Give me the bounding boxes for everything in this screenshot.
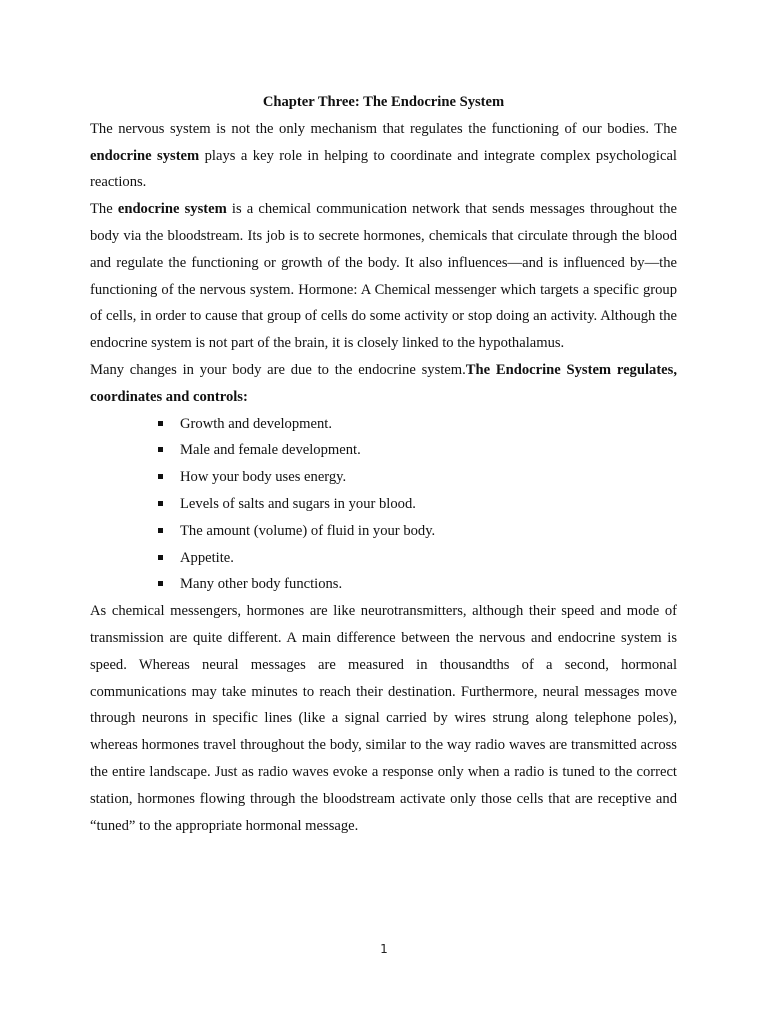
list-item-text: Growth and development. bbox=[180, 415, 332, 432]
square-bullet-icon bbox=[158, 447, 163, 452]
list-item-text: How your body uses energy. bbox=[180, 469, 347, 486]
list-item-text: Levels of salts and sugars in your blood. bbox=[180, 495, 416, 512]
paragraph-definition-text-start: The bbox=[90, 201, 118, 218]
functions-list bbox=[90, 411, 677, 599]
square-bullet-icon bbox=[158, 501, 163, 506]
list-item-text: Appetite. bbox=[180, 549, 234, 566]
square-bullet-icon bbox=[158, 474, 163, 479]
list-item bbox=[180, 518, 677, 545]
list-item bbox=[180, 464, 677, 491]
document-body bbox=[90, 89, 677, 839]
list-item bbox=[180, 491, 677, 518]
paragraph-intro-text-start: The nervous system is not the only mechanism that regulates the functioning of our bodies. The bbox=[90, 120, 677, 137]
chapter-title: Chapter Three: The Endocrine System bbox=[262, 94, 505, 110]
endocrine-system-term: endocrine system bbox=[117, 201, 227, 218]
paragraph-comparison: As chemical messengers, hormones are like neurotransmitters, although their speed and mode of transmission are quite different. A main difference between the nervous and endocrine system is speed. Whereas neural messages are measured in thousandths of a second, hormonal communications may take minutes to reach their destination. Furthermore, neural messages move through neurons in specific lines (like a signal carried by wires strung along telephone poles), whereas hormones travel throughout the body, similar to the way radio waves are transmitted across the entire landscape. Just as radio waves evoke a response only when a radio is tuned to the correct station, hormones flowing through the bloodstream activate only those cells that are receptive and “tuned” to the appropriate hormonal message. bbox=[90, 603, 677, 834]
regulates-heading: The Endocrine System regulates, coordinates and controls: bbox=[90, 361, 677, 405]
list-item-text: Male and female development. bbox=[180, 442, 361, 459]
square-bullet-icon bbox=[158, 421, 163, 426]
list-item bbox=[180, 545, 677, 572]
list-item-text: The amount (volume) of fluid in your body. bbox=[180, 522, 436, 539]
list-item bbox=[180, 571, 677, 598]
list-item bbox=[180, 437, 677, 464]
paragraph-intro bbox=[90, 116, 677, 196]
paragraph-regulates bbox=[90, 357, 677, 411]
paragraph-definition bbox=[90, 196, 677, 357]
page-number: 1 bbox=[380, 942, 388, 956]
paragraph-regulates-text: Many changes in your body are due to the endocrine system. bbox=[90, 361, 466, 378]
endocrine-system-term: endocrine system bbox=[90, 147, 200, 164]
square-bullet-icon bbox=[158, 555, 163, 560]
paragraph-definition-text-end: is a chemical communication network that sends messages throughout the body via the bloodstream. Its job is to secrete hormones, chemicals that circulate through the blood and regulate the functioning or growth of the body. It also influences—and is influenced by—the functioning of the nervous system. Hormone: A Chemical messenger which targets a specific group of cells, in order to cause that group of cells do some activity or stop doing an activity. Although the endocrine system is not part of the brain, it is closely linked to the hypothalamus. bbox=[90, 201, 677, 352]
list-item-text: Many other body functions. bbox=[180, 576, 343, 593]
square-bullet-icon bbox=[158, 528, 163, 533]
list-item bbox=[180, 411, 677, 438]
paragraph-intro-text-end: plays a key role in helping to coordinate and integrate complex psychological reactions. bbox=[90, 147, 677, 191]
square-bullet-icon bbox=[158, 581, 163, 586]
